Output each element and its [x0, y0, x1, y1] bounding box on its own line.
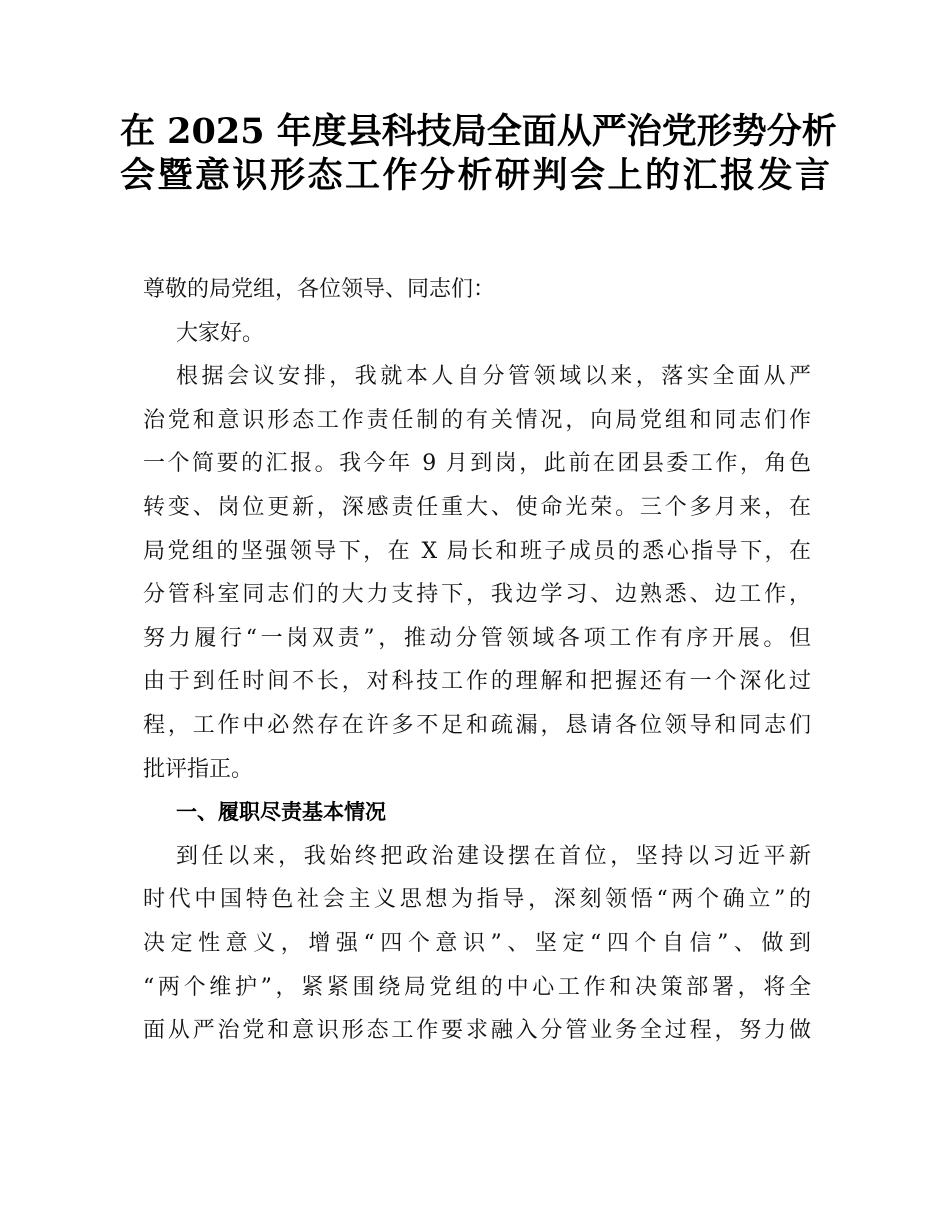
paragraph-line: 努力履行“一岗双责”，推动分管领域各项工作有序开展。但: [143, 625, 811, 651]
document-body: [143, 268, 811, 1053]
paragraph-line: 由于到任时间不长，对科技工作的理解和把握还有一个深化过: [143, 669, 811, 695]
paragraph-line: 根据会议安排，我就本人自分管领域以来，落实全面从严: [176, 364, 811, 390]
paragraph-line: 一个简要的汇报。我今年 9 月到岗，此前在团县委工作，角色: [143, 451, 811, 477]
section-heading: 一、履职尽责基本情况: [176, 800, 386, 825]
paragraph-line: 决定性意义，增强“四个意识”、坚定“四个自信”、做到: [143, 930, 811, 956]
paragraph-line: 治党和意识形态工作责任制的有关情况，向局党组和同志们作: [143, 407, 811, 433]
paragraph-line: 到任以来，我始终把政治建设摆在首位，坚持以习近平新: [176, 843, 811, 869]
paragraph-1: [143, 355, 811, 791]
paragraph-2: [143, 835, 811, 1053]
paragraph-line: 时代中国特色社会主义思想为指导，深刻领悟“两个确立”的: [143, 887, 811, 913]
title-line-1: 在 2025 年度县科技局全面从严治党形势分析: [120, 111, 837, 152]
document-title: [120, 110, 837, 197]
paragraph-line: 批评指正。: [143, 756, 254, 782]
greeting: 大家好。: [176, 320, 265, 346]
paragraph-line: 程，工作中必然存在许多不足和疏漏，恳请各位领导和同志们: [143, 712, 811, 738]
paragraph-line: 分管科室同志们的大力支持下，我边学习、边熟悉、边工作，: [143, 582, 811, 608]
paragraph-line: 转变、岗位更新，深感责任重大、使命光荣。三个多月来，在: [143, 494, 811, 520]
paragraph-line: “两个维护”，紧紧围绕局党组的中心工作和决策部署，将全: [143, 974, 811, 1000]
salutation: 尊敬的局党组，各位领导、同志们：: [143, 277, 496, 302]
paragraph-line: 面从严治党和意识形态工作要求融入分管业务全过程，努力做: [143, 1018, 811, 1044]
title-line-2: 会暨意识形态工作分析研判会上的汇报发言: [120, 154, 830, 196]
paragraph-line: 局党组的坚强领导下，在 X 局长和班子成员的悉心指导下，在: [143, 538, 811, 564]
